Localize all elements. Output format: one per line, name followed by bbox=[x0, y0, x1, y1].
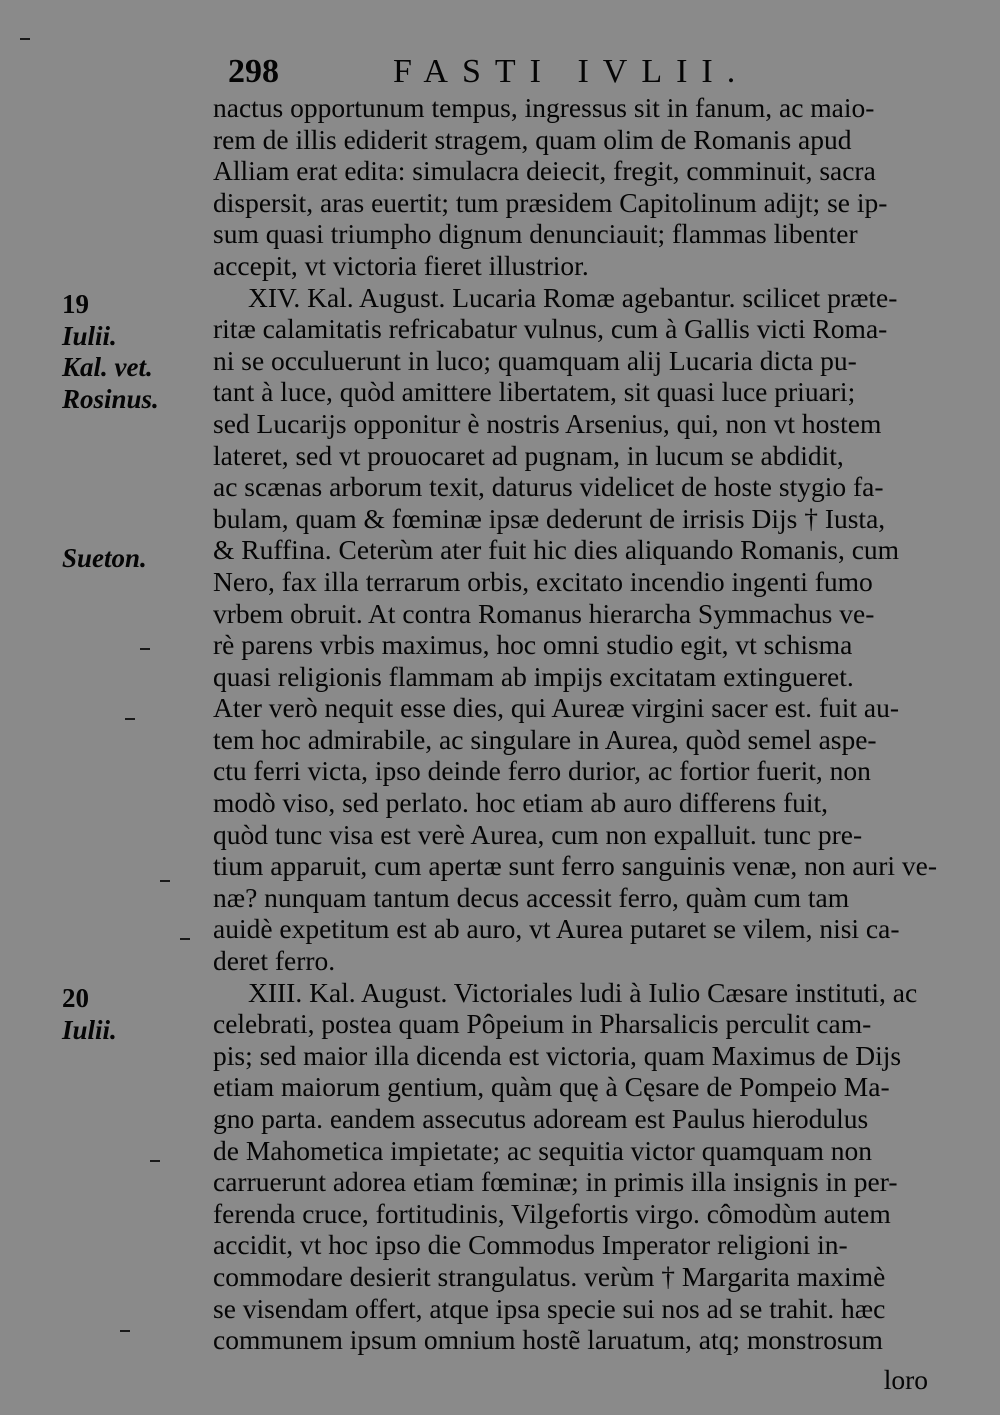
margin-note-date-20 bbox=[62, 983, 117, 1046]
text-line: dispersit, aras euertit; tum præsidem Capitolinum adijt; se ip- bbox=[213, 186, 888, 218]
text-line: sed Lucarijs opponitur è nostris Arsenius, qui, non vt hostem bbox=[213, 407, 882, 439]
text-line: accepit, vt victoria fieret illustrior. bbox=[213, 249, 589, 281]
text-line: carruerunt adorea etiam fœminæ; in primis illa insignis in per- bbox=[213, 1166, 898, 1198]
text-line: XIII. Kal. August. Victoriales ludi à Iulio Cæsare instituti, ac bbox=[248, 976, 918, 1008]
text-line: rem de illis ediderit stragem, quam olim de Romanis apud bbox=[213, 123, 852, 155]
text-line: Nero, fax illa terrarum orbis, excitato incendio ingenti fumo bbox=[213, 565, 873, 597]
text-line: Ater verò nequit esse dies, qui Aureæ virgini sacer est. fuit au- bbox=[213, 692, 900, 724]
text-line: ni se occuluerunt in luco; quamquam alij Lucaria dicta pu- bbox=[213, 344, 857, 376]
text-line: bulam, quam & fœminæ ipsæ dederunt de irrisis Dijs † Iusta, bbox=[213, 502, 886, 534]
text-line: se visendam offert, atque ipsa specie sui nos ad se trahit. hæc bbox=[213, 1292, 886, 1324]
page-header bbox=[228, 50, 848, 94]
margin-note-line: Iulii. bbox=[62, 1014, 117, 1045]
margin-note-line: Sueton. bbox=[62, 543, 147, 573]
text-line: lateret, sed vt prouocaret ad pugnam, in lucum se abdidit, bbox=[213, 439, 844, 471]
margin-note-line: Kal. vet. bbox=[62, 352, 153, 383]
print-speck bbox=[140, 648, 150, 650]
running-title: FASTI IVLII. bbox=[393, 53, 750, 90]
text-line: quòd tunc visa est verè Aurea, cum non expalluit. tunc pre- bbox=[213, 818, 863, 850]
text-line: pis; sed maior illa dicenda est victoria, quam Maximus de Dijs bbox=[213, 1039, 902, 1071]
text-line: Alliam erat edita: simulacra deiecit, fregit, comminuit, sacra bbox=[213, 155, 876, 187]
text-line: commodare desierit strangulatus. verùm † Margarita maximè bbox=[213, 1260, 886, 1292]
print-speck bbox=[120, 1330, 130, 1332]
text-line: sum quasi triumpho dignum denunciauit; flammas libenter bbox=[213, 218, 858, 250]
text-line: ritæ calamitatis refricabatur vulnus, cum à Gallis victi Roma- bbox=[213, 313, 888, 345]
text-line: gno parta. eandem assecutus adoream est Paulus hierodulus bbox=[213, 1103, 869, 1134]
text-line: modò viso, sed perlato. hoc etiam ab auro differens fuit, bbox=[213, 787, 829, 819]
margin-note-source bbox=[62, 543, 147, 575]
text-line: & Ruffina. Ceterùm ater fuit hic dies aliquando Romanis, cum bbox=[213, 534, 900, 566]
text-line: rè parens vrbis maximus, hoc omni studio egit, vt schisma bbox=[213, 629, 853, 661]
body-text bbox=[213, 92, 973, 1356]
text-line: tem hoc admirabile, ac singulare in Aurea, quòd semel aspe- bbox=[213, 723, 877, 755]
text-line: auidè expetitum est ab auro, vt Aurea putaret se vilem, nisi ca- bbox=[213, 913, 900, 945]
page-number: 298 bbox=[228, 53, 279, 90]
print-speck bbox=[125, 718, 135, 720]
print-speck bbox=[160, 880, 170, 882]
text-line: ctu ferri victa, ipso deinde ferro durior, ac fortior fuerit, non bbox=[213, 755, 871, 787]
text-line: accidit, vt hoc ipso die Commodus Imperator religioni in- bbox=[213, 1229, 848, 1261]
text-line: deret ferro. bbox=[213, 945, 336, 977]
text-line: næ? nunquam tantum decus accessit ferro, quàm cum tam bbox=[213, 881, 850, 913]
text-line: quasi religionis flammam ab impijs excitatam extingueret. bbox=[213, 660, 854, 692]
text-line: ac scænas arborum texit, daturus videlicet de hoste stygio fa- bbox=[213, 471, 884, 503]
print-speck bbox=[150, 1160, 160, 1162]
text-line: vrbem obruit. At contra Romanus hierarcha Symmachus ve- bbox=[213, 597, 875, 629]
text-line: communem ipsum omnium hostẽ laruatum, atq; monstrosum bbox=[213, 1324, 883, 1356]
margin-note-number: 20 bbox=[62, 983, 89, 1013]
text-line: de Mahometica impietate; ac sequitia victor quamquam non bbox=[213, 1134, 873, 1166]
text-line: etiam maiorum gentium, quàm quę à Cęsare de Pompeio Ma- bbox=[213, 1071, 890, 1103]
catchword: loro bbox=[883, 1364, 928, 1395]
margin-note-line: Rosinus. bbox=[62, 383, 159, 414]
text-line: XIV. Kal. August. Lucaria Romæ agebantur. scilicet præte- bbox=[248, 281, 898, 313]
text-line: tium apparuit, cum apertæ sunt ferro sanguinis venæ, non auri ve- bbox=[213, 850, 937, 882]
text-line: nactus opportunum tempus, ingressus sit in fanum, ac maio- bbox=[213, 92, 875, 123]
print-speck bbox=[20, 38, 30, 40]
margin-note-line: Iulii. bbox=[62, 320, 117, 351]
text-line: celebrati, postea quam Pôpeium in Pharsalicis perculit cam- bbox=[213, 1008, 872, 1040]
margin-note-number: 19 bbox=[62, 289, 89, 319]
text-line: ferenda cruce, fortitudinis, Vilgefortis virgo. cômodùm autem bbox=[213, 1197, 891, 1229]
margin-note-date-19 bbox=[62, 289, 159, 415]
print-speck bbox=[180, 938, 190, 940]
text-line: tant à luce, quòd amittere libertatem, sit quasi luce priuari; bbox=[213, 376, 856, 408]
